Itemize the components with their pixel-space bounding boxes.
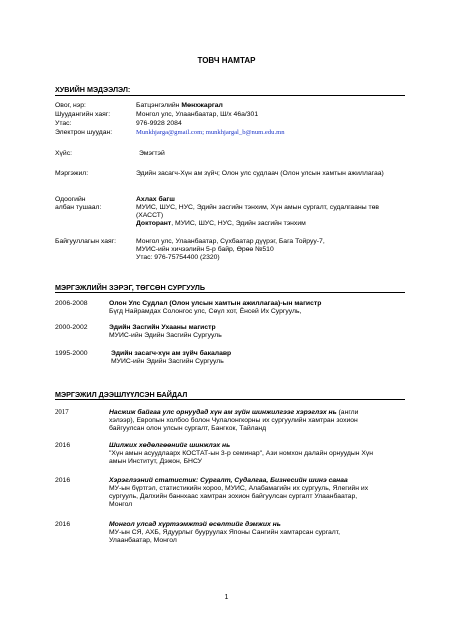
email-link-1[interactable]: Munkhjarga@gmail.com <box>136 129 203 136</box>
name-prefix: Батцэнгэлийн <box>136 102 182 109</box>
training-details: МУ-ын СЯ, АХБ, Ядуурлыг бууруулах Японы Сангийн хамтарсан сургалт, Улаанбаатар, Монгол <box>109 529 341 544</box>
name-bold: Мөнхжаргал <box>181 102 223 109</box>
training-rule <box>55 399 405 400</box>
training-year: 2017 <box>55 409 69 416</box>
training-heading: МЭРГЭЖИЛ ДЭЭШЛҮҮЛСЭН БАЙДАЛ <box>55 390 188 399</box>
position-label-line2: албан тушаал: <box>55 204 102 211</box>
profession-label: Мэргэжил: <box>55 170 89 177</box>
address-label: Байгууллагын хаяг: <box>55 238 117 245</box>
page-number: 1 <box>224 594 229 601</box>
address-phone: Утас: 976-75754400 (2320) <box>136 254 220 261</box>
education-entry <box>109 300 374 316</box>
email-link-2[interactable]: munkhjargal_b@num.edu.mn <box>205 129 285 136</box>
education-school: МУИС-ийн Эдийн Засгийн Сургууль <box>111 358 224 365</box>
position-line-1: МУИС, ШУС, НУС, Эдийн засгийн тэнхим, Хүн амын сургалт, судалгааны төв (ХАССТ) <box>136 204 380 219</box>
education-rule <box>55 292 405 293</box>
education-entry <box>109 324 374 340</box>
address-line-1: Монгол улс, Улаанбаатар, Сүхбаатар дүүрэг, Бага Тойруу-7, <box>136 238 325 245</box>
education-years: 2006-2008 <box>55 300 88 307</box>
position-label-line1: Одоогийн <box>55 196 86 203</box>
training-year: 2016 <box>55 477 71 484</box>
phone-value: 976-9928 2084 <box>136 120 182 127</box>
gender-label: Хүйс: <box>55 150 73 157</box>
email-value <box>136 129 406 137</box>
training-entry <box>109 521 374 545</box>
training-title: Хэрэглээний статистик: Сургалт, Судалгаа, Бизнесийн шинэ санаа <box>109 477 348 484</box>
position-title-1: Ахлах багш <box>136 196 175 203</box>
training-details: МУ-ын бүртгэл, статистикийн хороо, МУИС, Алабамагийн их сургууль, Ялегийн их сургууль, Далхийн баннхаас хамтран зохион байгуулсан сургалт Улаанбаатар, Монгол <box>109 485 369 508</box>
training-year: 2016 <box>55 442 71 449</box>
education-degree: Олон Улс Судлал (Олон улсын хамтын ажиллагаа)-ын магистр <box>109 300 322 307</box>
phone-label: Утас: <box>55 120 72 127</box>
education-years: 2000-2002 <box>55 324 88 331</box>
education-entry <box>111 350 376 366</box>
postal-label: Шуудангийн хаяг: <box>55 111 111 118</box>
education-years: 1995-2000 <box>55 350 88 357</box>
training-year: 2016 <box>55 521 71 528</box>
address-value <box>136 238 406 262</box>
name-value <box>136 102 406 110</box>
personal-info-rule <box>55 95 405 96</box>
training-entry <box>109 442 374 466</box>
position-value <box>136 196 406 228</box>
training-entry <box>109 409 374 433</box>
address-line-2: МУИС-ийн хичээлийн 5-р байр, Өрөө №510 <box>136 246 274 253</box>
email-separator: ; <box>202 129 206 136</box>
document-title: ТОВЧ НАМТАР <box>197 56 256 65</box>
education-heading: МЭРГЭЖЛИЙН ЗЭРЭГ, ТӨГСӨН СУРГУУЛЬ <box>55 283 205 292</box>
postal-value: Монгол улс, Улаанбаатар, Ш/х 46а/301 <box>136 111 259 118</box>
training-entry <box>109 477 374 509</box>
training-details: (англи хэлээр), Европын холбоо болон Чулалонгкорны их сургуулийн хамтран зохион байгуулсан олон улсын сургалт, Бангкок, Тайланд <box>109 409 359 432</box>
personal-info-heading: ХУВИЙН МЭДЭЭЛЭЛ: <box>55 85 131 94</box>
training-title: Монгол улсад хүртээмжтэй өсөлтийг дэмжих нь <box>109 521 281 528</box>
training-title: Насжиж байгаа улс орнуудад хүн ам зүйн шинжилгээг хэрэглэх нь <box>109 409 337 416</box>
education-degree: Эдийн Засгийн Ухааны магистр <box>109 324 216 331</box>
education-school: Бүгд Найрамдах Солонгос улс, Сөүл хот, Ёнсей Их Сургууль, <box>109 308 302 315</box>
profession-value: Эдийн засагч-Хүн ам зүйч; Олон улс судлаач (Олон улсын хамтын ажиллагаа) <box>136 170 384 177</box>
position-line-2: , МУИС, ШУС, НУС, Эдийн засгийн тэнхим <box>171 220 306 227</box>
training-title: Шилжих хөдөлгөөнийг шинжлэх нь <box>109 442 231 449</box>
education-school: МУИС-ийн Эдийн Засгийн Сургууль <box>109 332 222 339</box>
training-details: "Хүн амын асуудлаарх КОСТАТ-ын 3-р семинар", Ази номхон далайн орнуудын Хүн амын Институт, Дэжон, БНСУ <box>109 450 374 465</box>
email-label: Электрон шуудан: <box>55 129 113 136</box>
position-title-2: Докторант <box>136 220 172 227</box>
gender-value: Эмэгтэй <box>139 150 165 157</box>
name-label: Овог, нэр: <box>55 102 86 109</box>
education-degree: Эдийн засагч-хүн ам зүйч бакалавр <box>111 350 232 357</box>
